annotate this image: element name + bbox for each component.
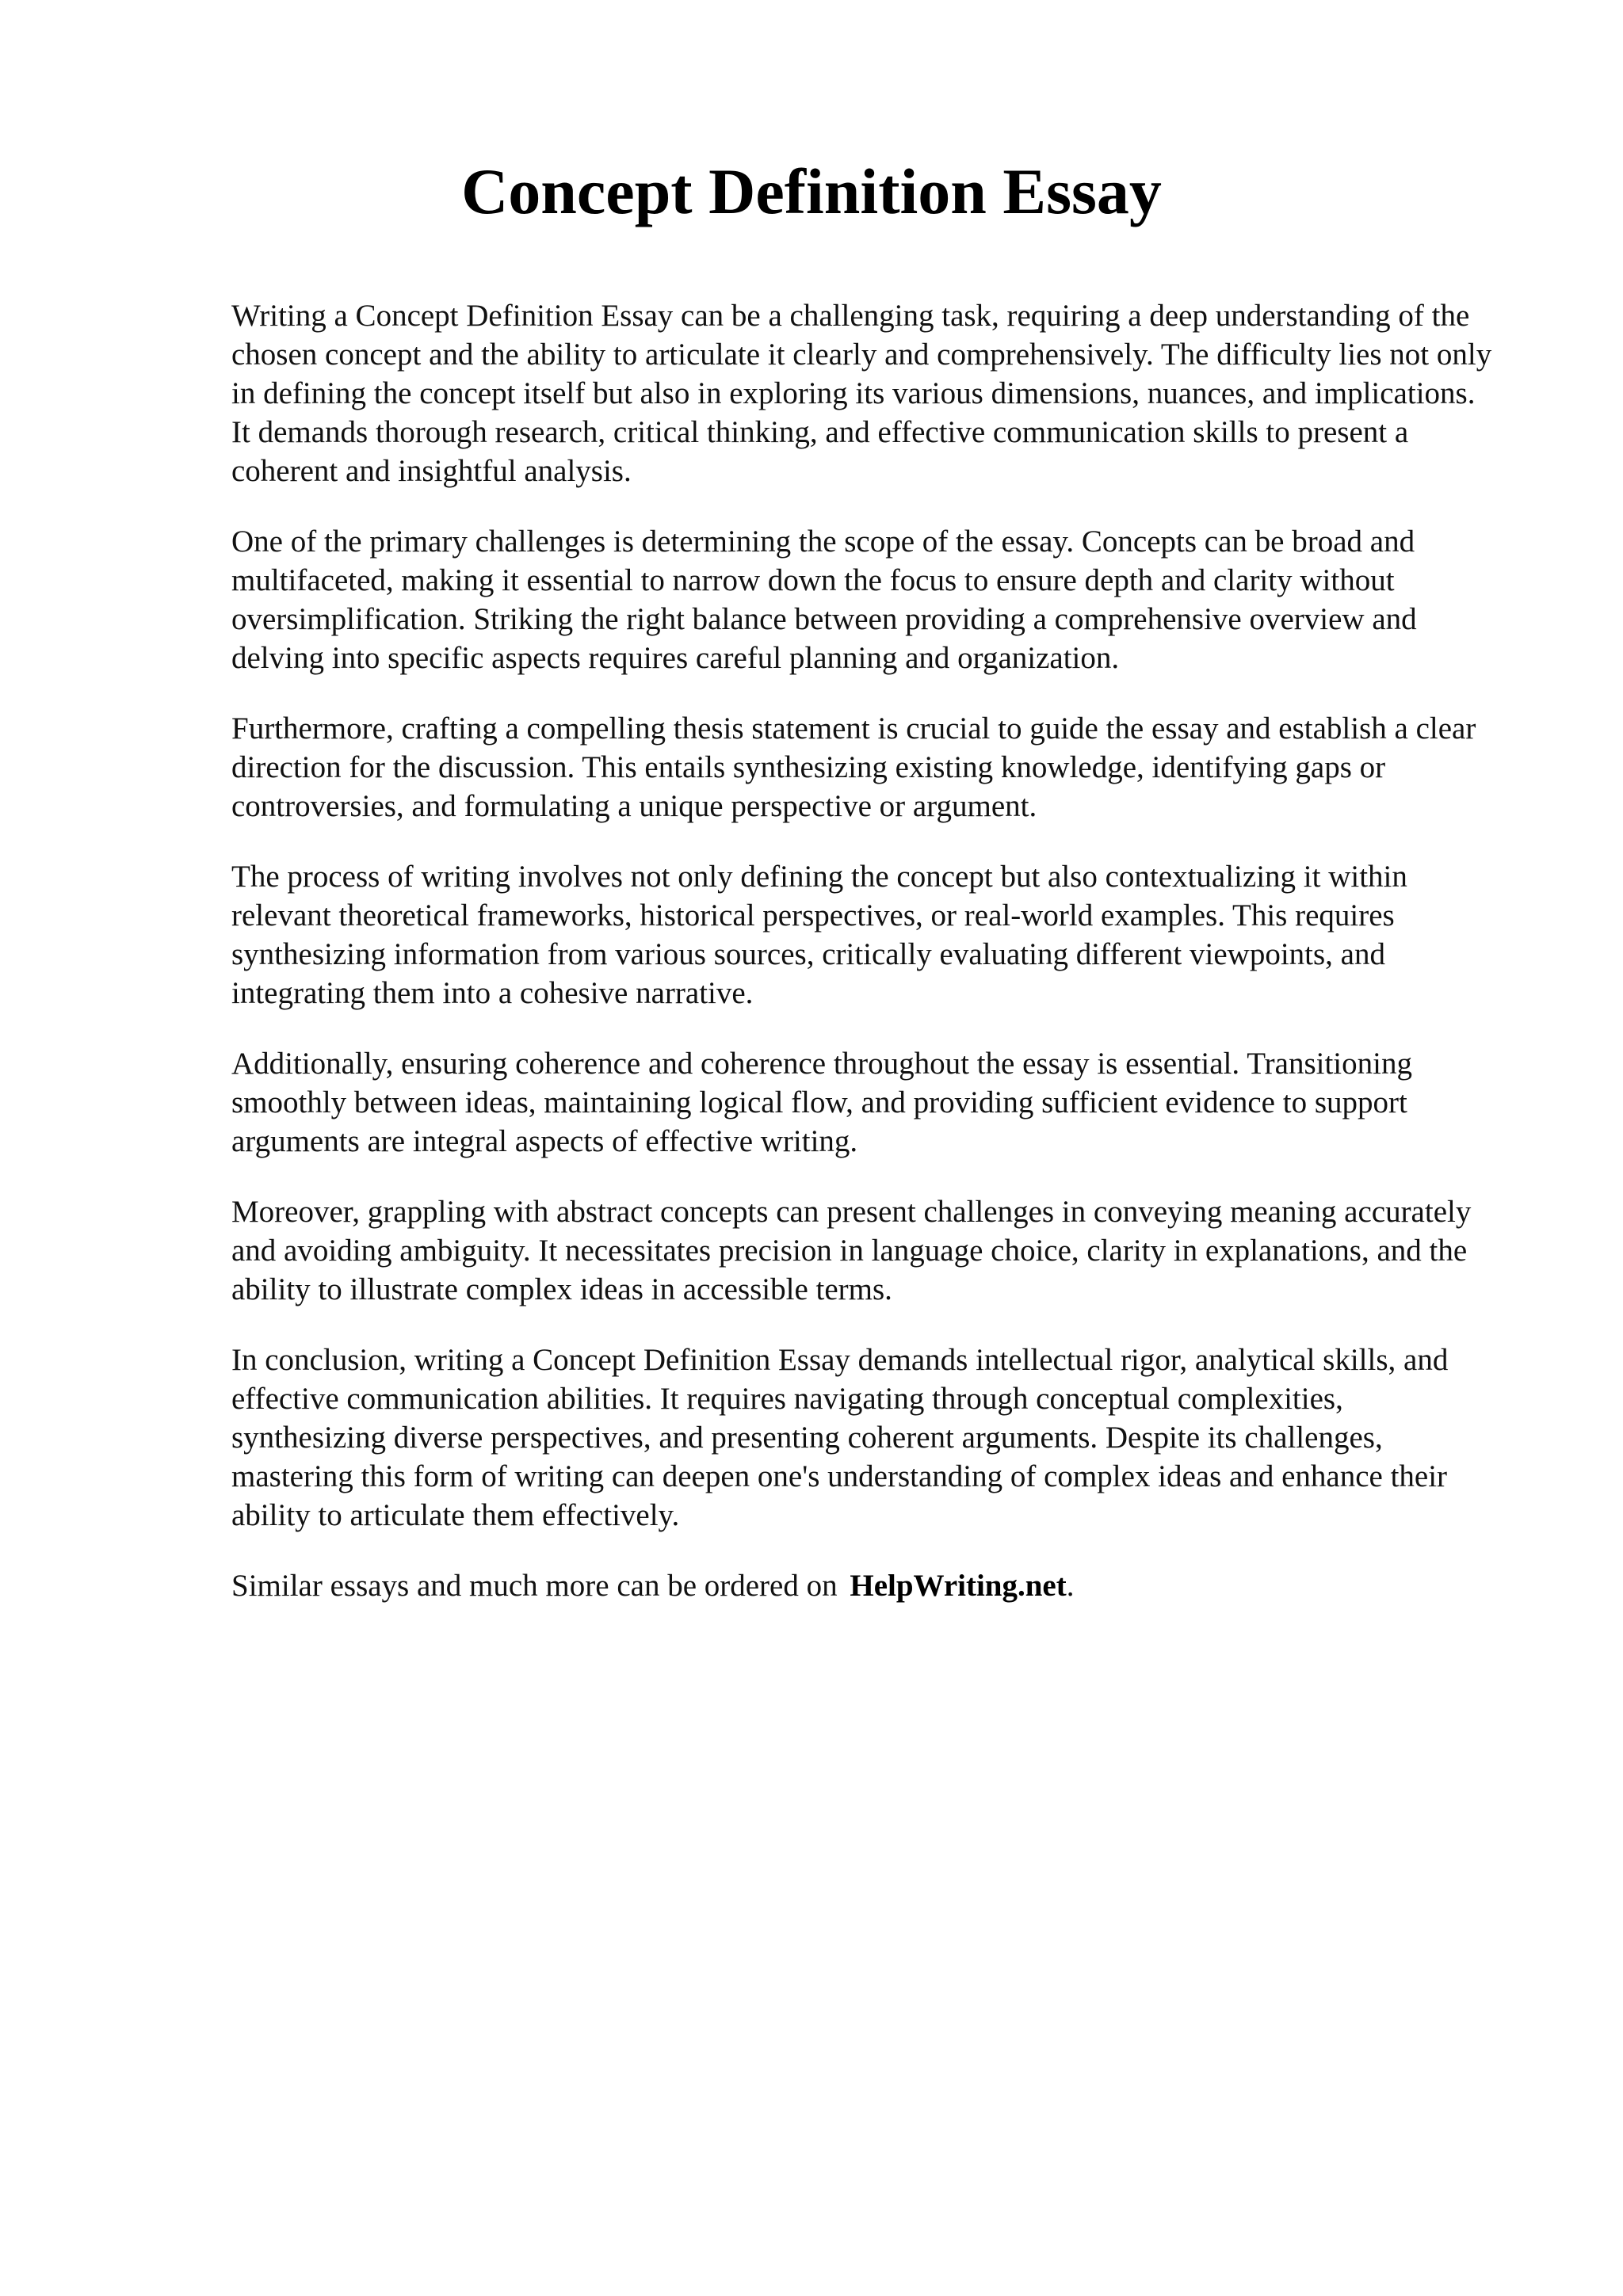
paragraph-4: The process of writing involves not only defining the concept but also contextualizing it within relevant theoretical frameworks, historical perspectives, or real-world examples. This requires synthesizing information from various sources, critically evaluating different viewpoints, and integrating them into a cohesive narrative.: [231, 860, 1407, 1010]
paragraph-6: Moreover, grappling with abstract concepts can present challenges in conveying meaning accurately and avoiding ambiguity. It necessitates precision in language choice, clarity in explanations, and the ability to illustrate complex ideas in accessible terms.: [231, 1195, 1472, 1306]
paragraph-7: In conclusion, writing a Concept Definition Essay demands intellectual rigor, analytical skills, and effective communication abilities. It requires navigating through conceptual complexities, synthesizing diverse perspectives, and presenting coherent arguments. Despite its challenges, mastering this form of writing can deepen one's understanding of complex ideas and enhance their ability to articulate them effectively.: [231, 1343, 1449, 1532]
paragraph-2: One of the primary challenges is determining the scope of the essay. Concepts can be broad and multifaceted, making it essential to narrow down the focus to ensure depth and clarity without oversimplification. Striking the right balance between providing a comprehensive overview and delving into specific aspects requires careful planning and organization.: [231, 524, 1417, 675]
paragraph-1: Writing a Concept Definition Essay can be a challenging task, requiring a deep understanding of the chosen concept and the ability to articulate it clearly and comprehensively. The difficulty lies not only in defining the concept itself but also in exploring its various dimensions, nuances, and implications. It demands thorough research, critical thinking, and effective communication skills to present a coherent and insightful analysis.: [231, 299, 1492, 488]
footer-suffix: .: [1066, 1569, 1075, 1603]
paragraph-3: Furthermore, crafting a compelling thesis statement is crucial to guide the essay and establish a clear direction for the discussion. This entails synthesizing existing knowledge, identifying gaps or controversies, and formulating a unique perspective or argument.: [231, 711, 1476, 823]
essay-body: [231, 296, 1499, 1605]
footer-note: [231, 1566, 1499, 1605]
paragraph-5: Additionally, ensuring coherence and coherence throughout the essay is essential. Transitioning smoothly between ideas, maintaining logical flow, and providing sufficient evidence to support arguments are integral aspects of effective writing.: [231, 1047, 1412, 1158]
brand-link[interactable]: HelpWriting.net: [850, 1569, 1067, 1603]
page-title: Concept Definition Essay: [461, 155, 1162, 227]
footer-prefix: Similar essays and much more can be ordered on: [231, 1569, 838, 1603]
